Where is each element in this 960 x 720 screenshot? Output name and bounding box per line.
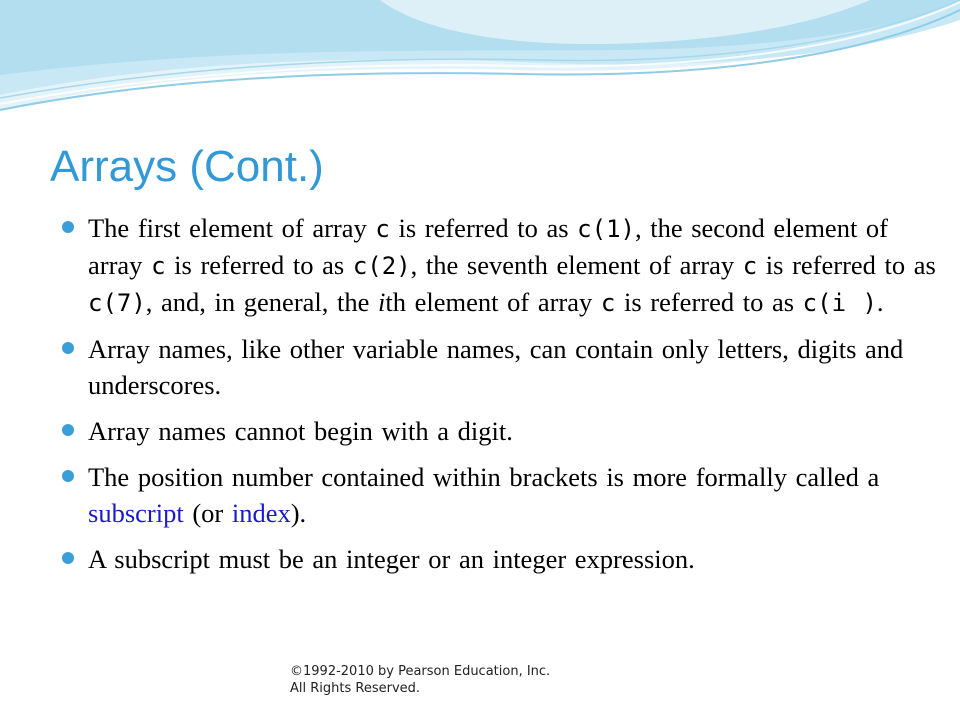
- bullet-text: , and, in general, the: [145, 287, 379, 317]
- bullet-text: .: [876, 287, 884, 317]
- bullet-item: [62, 210, 942, 321]
- bullet-item: [62, 459, 942, 531]
- bullet-text: A subscript must be an integer or an integer expression.: [88, 544, 695, 574]
- bullet-text: Array names cannot begin with a digit.: [88, 416, 513, 446]
- bullet-text: ).: [290, 498, 307, 528]
- code-term: c(7): [88, 289, 146, 317]
- bullet-text: , the second element of array: [88, 213, 889, 280]
- code-term: c(i ): [802, 289, 877, 317]
- bullet-text: , the seventh element of array: [410, 250, 743, 280]
- code-term: c: [742, 252, 758, 280]
- copyright-line: ©1992-2010 by Pearson Education, Inc.: [290, 664, 551, 679]
- bullet-text: is referred to as: [165, 250, 353, 280]
- bullet-dot-icon: [62, 221, 74, 233]
- bullet-text: is referred to as: [389, 213, 578, 243]
- bullet-list: [62, 210, 942, 587]
- italic-term: i: [378, 287, 386, 317]
- slide-title: Arrays (Cont.): [50, 142, 324, 191]
- bullet-text: (or: [183, 498, 232, 528]
- bullet-item: [62, 413, 942, 449]
- bullet-dot-icon: [62, 342, 74, 354]
- bullet-text: th element of array: [385, 287, 601, 317]
- code-term: c: [375, 215, 390, 243]
- bullet-item: [62, 541, 942, 577]
- code-term: c(2): [352, 252, 411, 280]
- copyright-footer: [290, 663, 550, 697]
- rights-line: All Rights Reserved.: [290, 681, 421, 696]
- bullet-dot-icon: [62, 552, 74, 564]
- bullet-text: is referred to as: [615, 287, 803, 317]
- bullet-text: Array names, like other variable names, can contain only letters, digits and underscores.: [88, 334, 904, 400]
- code-term: c: [600, 289, 616, 317]
- bullet-dot-icon: [62, 424, 74, 436]
- bullet-text: is referred to as: [757, 250, 936, 280]
- bullet-text: The first element of array: [88, 213, 376, 243]
- code-term: c(1): [577, 215, 635, 243]
- code-term: c: [151, 252, 166, 280]
- highlighted-term: subscript: [88, 498, 184, 528]
- bullet-dot-icon: [62, 470, 74, 482]
- highlighted-term: index: [231, 498, 291, 528]
- bullet-text: The position number contained within brackets is more formally called a: [88, 462, 880, 492]
- header-wave-decoration: [0, 0, 960, 130]
- bullet-item: [62, 331, 942, 403]
